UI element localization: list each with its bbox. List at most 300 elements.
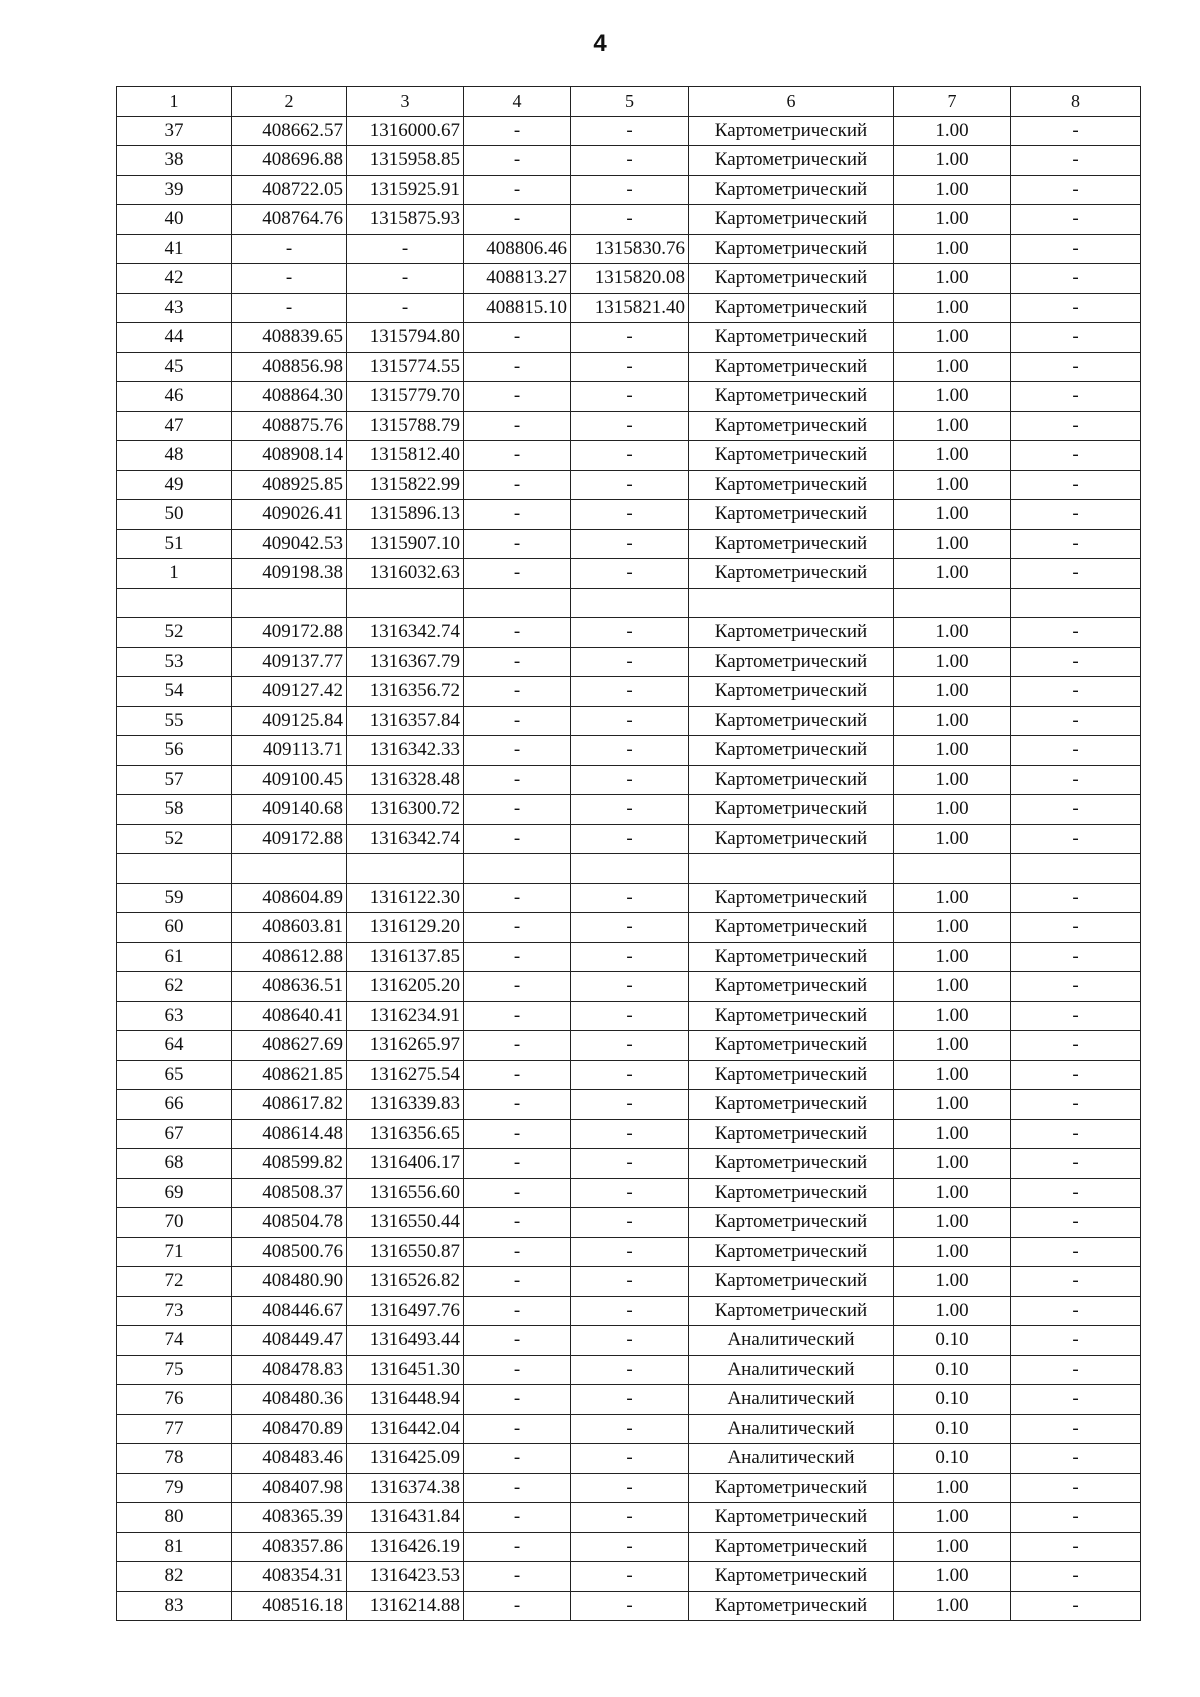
table-cell: 1316550.87 xyxy=(347,1237,464,1267)
table-cell: - xyxy=(1011,1562,1141,1592)
table-cell: 54 xyxy=(117,677,232,707)
table-cell: - xyxy=(464,706,571,736)
table-row xyxy=(117,323,1141,353)
table-row xyxy=(117,1208,1141,1238)
table-cell: 65 xyxy=(117,1060,232,1090)
table-cell: 408470.89 xyxy=(232,1414,347,1444)
table-cell: - xyxy=(571,1532,689,1562)
table-cell: Картометрический xyxy=(689,1267,894,1297)
table-cell: 1316556.60 xyxy=(347,1178,464,1208)
table-cell: 409026.41 xyxy=(232,500,347,530)
table-cell: 77 xyxy=(117,1414,232,1444)
table-cell: Картометрический xyxy=(689,824,894,854)
table-cell: - xyxy=(464,411,571,441)
table-cell: 1.00 xyxy=(894,411,1011,441)
table-cell: Картометрический xyxy=(689,942,894,972)
table-cell: - xyxy=(1011,116,1141,146)
table-cell: 1316374.38 xyxy=(347,1473,464,1503)
table-cell: 1.00 xyxy=(894,1591,1011,1621)
table-row xyxy=(117,1031,1141,1061)
table-row xyxy=(117,1503,1141,1533)
table-cell: 408617.82 xyxy=(232,1090,347,1120)
table-row xyxy=(117,706,1141,736)
table-cell: 409042.53 xyxy=(232,529,347,559)
table-cell: Картометрический xyxy=(689,470,894,500)
table-cell: - xyxy=(571,529,689,559)
table-cell: 408478.83 xyxy=(232,1355,347,1385)
table-row xyxy=(117,382,1141,412)
table-cell: - xyxy=(1011,382,1141,412)
table-cell: - xyxy=(1011,1473,1141,1503)
table-cell: - xyxy=(464,913,571,943)
table-cell: - xyxy=(571,146,689,176)
table-cell: 1.00 xyxy=(894,765,1011,795)
table-cell: 1.00 xyxy=(894,1532,1011,1562)
table-cell: - xyxy=(464,1326,571,1356)
table-cell: 408875.76 xyxy=(232,411,347,441)
table-cell: 408627.69 xyxy=(232,1031,347,1061)
table-cell: - xyxy=(571,1060,689,1090)
table-cell: - xyxy=(1011,1296,1141,1326)
table-cell: 1316448.94 xyxy=(347,1385,464,1415)
table-cell: 408614.48 xyxy=(232,1119,347,1149)
table-cell: - xyxy=(1011,146,1141,176)
table-cell: 1316550.44 xyxy=(347,1208,464,1238)
table-cell: - xyxy=(464,529,571,559)
table-cell: - xyxy=(571,1385,689,1415)
table-cell: Картометрический xyxy=(689,765,894,795)
table-row xyxy=(117,736,1141,766)
table-cell: - xyxy=(464,175,571,205)
table-cell: 52 xyxy=(117,824,232,854)
table-cell: - xyxy=(1011,736,1141,766)
table-cell: - xyxy=(571,205,689,235)
table-cell: - xyxy=(464,1060,571,1090)
table-cell: 1316300.72 xyxy=(347,795,464,825)
table-cell: Картометрический xyxy=(689,352,894,382)
table-row xyxy=(117,1119,1141,1149)
table-cell: Картометрический xyxy=(689,1532,894,1562)
table-cell: - xyxy=(1011,205,1141,235)
table-cell: 50 xyxy=(117,500,232,530)
table-cell: 40 xyxy=(117,205,232,235)
table-cell: - xyxy=(464,765,571,795)
table-cell: 1.00 xyxy=(894,205,1011,235)
table-cell: - xyxy=(464,500,571,530)
table-row xyxy=(117,411,1141,441)
table-cell: - xyxy=(464,647,571,677)
table-cell: - xyxy=(1011,1326,1141,1356)
table-cell: Картометрический xyxy=(689,972,894,1002)
table-row xyxy=(117,500,1141,530)
table-cell: Картометрический xyxy=(689,1119,894,1149)
table-cell: Картометрический xyxy=(689,795,894,825)
table-cell: - xyxy=(571,1503,689,1533)
table-cell: 1.00 xyxy=(894,913,1011,943)
table-cell: - xyxy=(1011,972,1141,1002)
table-cell: Картометрический xyxy=(689,1503,894,1533)
table-cell: 409172.88 xyxy=(232,824,347,854)
table-cell: 1.00 xyxy=(894,883,1011,913)
table-cell: Картометрический xyxy=(689,559,894,589)
table-cell: 1316423.53 xyxy=(347,1562,464,1592)
table-cell: - xyxy=(464,1031,571,1061)
table-cell: 1315821.40 xyxy=(571,293,689,323)
table-cell: 57 xyxy=(117,765,232,795)
table-row xyxy=(117,677,1141,707)
table-row xyxy=(117,854,1141,884)
table-cell: 73 xyxy=(117,1296,232,1326)
table-cell: 1.00 xyxy=(894,1503,1011,1533)
table-cell xyxy=(689,588,894,618)
table-cell: - xyxy=(1011,1503,1141,1533)
table-cell: - xyxy=(464,559,571,589)
table-cell: - xyxy=(571,559,689,589)
table-cell: - xyxy=(464,1503,571,1533)
table-row xyxy=(117,1149,1141,1179)
table-cell: 1315958.85 xyxy=(347,146,464,176)
table-cell: - xyxy=(571,1591,689,1621)
table-cell xyxy=(1011,588,1141,618)
table-cell: Картометрический xyxy=(689,382,894,412)
table-cell: - xyxy=(1011,913,1141,943)
table-cell: 1.00 xyxy=(894,1237,1011,1267)
table-cell: 1315875.93 xyxy=(347,205,464,235)
table-cell: - xyxy=(571,1149,689,1179)
table-cell: - xyxy=(1011,441,1141,471)
table-cell: - xyxy=(571,441,689,471)
table-cell: 1316426.19 xyxy=(347,1532,464,1562)
table-cell: 56 xyxy=(117,736,232,766)
table-cell: - xyxy=(571,411,689,441)
table-cell: - xyxy=(464,205,571,235)
table-row xyxy=(117,1562,1141,1592)
table-cell: 1.00 xyxy=(894,1060,1011,1090)
table-cell: 49 xyxy=(117,470,232,500)
table-cell: 408864.30 xyxy=(232,382,347,412)
table-row xyxy=(117,441,1141,471)
table-cell: Картометрический xyxy=(689,205,894,235)
table-cell: 408640.41 xyxy=(232,1001,347,1031)
table-cell: - xyxy=(1011,323,1141,353)
table-cell: 74 xyxy=(117,1326,232,1356)
table-cell: 1316000.67 xyxy=(347,116,464,146)
table-cell: - xyxy=(1011,618,1141,648)
header-cell: 3 xyxy=(347,87,464,117)
table-cell: - xyxy=(464,1267,571,1297)
table-cell: Картометрический xyxy=(689,1562,894,1592)
table-cell: 1.00 xyxy=(894,175,1011,205)
table-cell: - xyxy=(571,323,689,353)
table-body xyxy=(117,116,1141,1621)
table-cell: - xyxy=(571,116,689,146)
table-cell: 1 xyxy=(117,559,232,589)
table-cell: 408612.88 xyxy=(232,942,347,972)
table-cell: 408357.86 xyxy=(232,1532,347,1562)
table-row xyxy=(117,942,1141,972)
table-cell: - xyxy=(232,264,347,294)
table-cell: - xyxy=(571,1090,689,1120)
table-cell: 1.00 xyxy=(894,293,1011,323)
table-cell: 58 xyxy=(117,795,232,825)
table-cell: 408764.76 xyxy=(232,205,347,235)
table-cell: 1.00 xyxy=(894,1208,1011,1238)
table-cell: - xyxy=(1011,1444,1141,1474)
table-cell: 0.10 xyxy=(894,1444,1011,1474)
table-cell: - xyxy=(464,1296,571,1326)
table-cell: 55 xyxy=(117,706,232,736)
table-cell: 408508.37 xyxy=(232,1178,347,1208)
table-cell: 42 xyxy=(117,264,232,294)
table-cell: Картометрический xyxy=(689,736,894,766)
table-cell: - xyxy=(571,736,689,766)
table-cell: - xyxy=(1011,1385,1141,1415)
table-cell: 408449.47 xyxy=(232,1326,347,1356)
table-cell: - xyxy=(571,1031,689,1061)
table-cell xyxy=(464,854,571,884)
table-cell: - xyxy=(1011,175,1141,205)
table-cell: 1316339.83 xyxy=(347,1090,464,1120)
table-cell: 1315896.13 xyxy=(347,500,464,530)
table-cell: 61 xyxy=(117,942,232,972)
table-cell: Аналитический xyxy=(689,1385,894,1415)
table-cell: 68 xyxy=(117,1149,232,1179)
table-cell: Картометрический xyxy=(689,1296,894,1326)
table-cell: 76 xyxy=(117,1385,232,1415)
table-cell: - xyxy=(464,323,571,353)
table-row xyxy=(117,116,1141,146)
table-cell: - xyxy=(571,677,689,707)
table-cell: - xyxy=(464,146,571,176)
table-cell: - xyxy=(1011,234,1141,264)
table-cell: - xyxy=(1011,706,1141,736)
table-cell: 0.10 xyxy=(894,1414,1011,1444)
table-cell: 51 xyxy=(117,529,232,559)
table-row xyxy=(117,529,1141,559)
table-cell: Картометрический xyxy=(689,913,894,943)
table-cell: 1315907.10 xyxy=(347,529,464,559)
table-cell: 408806.46 xyxy=(464,234,571,264)
table-cell: - xyxy=(1011,1001,1141,1031)
table-cell: 409198.38 xyxy=(232,559,347,589)
table-cell: - xyxy=(1011,942,1141,972)
table-cell: 408483.46 xyxy=(232,1444,347,1474)
table-cell: Картометрический xyxy=(689,234,894,264)
table-cell: Картометрический xyxy=(689,1031,894,1061)
table-cell: - xyxy=(1011,559,1141,589)
table-cell: 1316275.54 xyxy=(347,1060,464,1090)
table-cell: 1.00 xyxy=(894,824,1011,854)
table-cell: 1316367.79 xyxy=(347,647,464,677)
table-cell: 1316497.76 xyxy=(347,1296,464,1326)
table-cell: 1316137.85 xyxy=(347,942,464,972)
table-cell: - xyxy=(1011,1060,1141,1090)
table-cell: - xyxy=(464,972,571,1002)
table-cell: - xyxy=(571,765,689,795)
table-cell: 409127.42 xyxy=(232,677,347,707)
table-cell: 0.10 xyxy=(894,1385,1011,1415)
table-cell: - xyxy=(347,264,464,294)
table-cell: 1316234.91 xyxy=(347,1001,464,1031)
table-cell xyxy=(464,588,571,618)
table-cell: - xyxy=(464,116,571,146)
header-cell: 6 xyxy=(689,87,894,117)
table-cell: - xyxy=(1011,1119,1141,1149)
table-cell xyxy=(347,588,464,618)
header-cell: 8 xyxy=(1011,87,1141,117)
table-cell: 1.00 xyxy=(894,677,1011,707)
table-cell: 1316425.09 xyxy=(347,1444,464,1474)
table-cell: - xyxy=(571,352,689,382)
table-cell: - xyxy=(571,500,689,530)
table-cell xyxy=(1011,854,1141,884)
table-row xyxy=(117,234,1141,264)
table-cell: 1316032.63 xyxy=(347,559,464,589)
table-cell: - xyxy=(571,913,689,943)
table-cell: 1315812.40 xyxy=(347,441,464,471)
table-cell xyxy=(232,854,347,884)
table-cell: - xyxy=(1011,411,1141,441)
table-cell: - xyxy=(1011,529,1141,559)
table-cell: - xyxy=(571,1473,689,1503)
table-cell: 1.00 xyxy=(894,1267,1011,1297)
table-row xyxy=(117,1090,1141,1120)
table-cell: - xyxy=(232,234,347,264)
table-cell: 408480.90 xyxy=(232,1267,347,1297)
table-cell: - xyxy=(571,824,689,854)
table-cell: - xyxy=(464,795,571,825)
table-cell: - xyxy=(464,1473,571,1503)
table-cell: - xyxy=(571,972,689,1002)
table-cell: 83 xyxy=(117,1591,232,1621)
table-cell: 408354.31 xyxy=(232,1562,347,1592)
table-cell: - xyxy=(1011,883,1141,913)
table-cell: 1.00 xyxy=(894,1001,1011,1031)
table-cell: 408407.98 xyxy=(232,1473,347,1503)
table-cell: 75 xyxy=(117,1355,232,1385)
table-cell: Картометрический xyxy=(689,1208,894,1238)
table-row xyxy=(117,470,1141,500)
table-row xyxy=(117,146,1141,176)
table-cell: - xyxy=(571,1208,689,1238)
table-cell: - xyxy=(571,1237,689,1267)
table-cell: 1316356.65 xyxy=(347,1119,464,1149)
table-cell: 43 xyxy=(117,293,232,323)
table-cell: Картометрический xyxy=(689,677,894,707)
table-cell: 53 xyxy=(117,647,232,677)
table-cell: 37 xyxy=(117,116,232,146)
table-cell: 1.00 xyxy=(894,352,1011,382)
table-cell: 408504.78 xyxy=(232,1208,347,1238)
table-cell: 408839.65 xyxy=(232,323,347,353)
table-cell: - xyxy=(464,677,571,707)
table-cell: Картометрический xyxy=(689,116,894,146)
table-cell: 38 xyxy=(117,146,232,176)
table-cell: Картометрический xyxy=(689,1237,894,1267)
table-cell: 39 xyxy=(117,175,232,205)
table-cell: Картометрический xyxy=(689,441,894,471)
table-cell: 52 xyxy=(117,618,232,648)
table-row xyxy=(117,1178,1141,1208)
table-row xyxy=(117,588,1141,618)
table-cell: 408365.39 xyxy=(232,1503,347,1533)
table-cell: 1316526.82 xyxy=(347,1267,464,1297)
table-cell: 1.00 xyxy=(894,116,1011,146)
table-cell: - xyxy=(347,293,464,323)
table-cell: - xyxy=(1011,470,1141,500)
table-row xyxy=(117,1267,1141,1297)
table-cell: - xyxy=(1011,1208,1141,1238)
table-cell: Картометрический xyxy=(689,175,894,205)
table-cell: 409172.88 xyxy=(232,618,347,648)
table-cell: 408662.57 xyxy=(232,116,347,146)
table-cell: - xyxy=(571,1355,689,1385)
table-cell: 1.00 xyxy=(894,706,1011,736)
table-cell: 1.00 xyxy=(894,234,1011,264)
table-row xyxy=(117,972,1141,1002)
table-cell: 1.00 xyxy=(894,736,1011,766)
table-cell: 1316406.17 xyxy=(347,1149,464,1179)
table-cell: Аналитический xyxy=(689,1414,894,1444)
table-cell: 62 xyxy=(117,972,232,1002)
table-cell: 46 xyxy=(117,382,232,412)
table-cell: - xyxy=(571,1562,689,1592)
table-cell: 408621.85 xyxy=(232,1060,347,1090)
table-cell: - xyxy=(571,1119,689,1149)
table-cell: - xyxy=(464,1149,571,1179)
table-cell: - xyxy=(571,1178,689,1208)
table-cell: 1316356.72 xyxy=(347,677,464,707)
table-cell: Картометрический xyxy=(689,500,894,530)
table-cell: - xyxy=(571,1444,689,1474)
table-cell: - xyxy=(1011,1090,1141,1120)
table-cell: - xyxy=(571,883,689,913)
table-cell: 1.00 xyxy=(894,972,1011,1002)
table-cell: 409100.45 xyxy=(232,765,347,795)
table-cell: Картометрический xyxy=(689,1473,894,1503)
table-cell: - xyxy=(464,942,571,972)
table-cell: 1.00 xyxy=(894,559,1011,589)
table-cell: - xyxy=(464,618,571,648)
table-cell: - xyxy=(464,1414,571,1444)
table-cell: 1.00 xyxy=(894,1296,1011,1326)
table-cell xyxy=(571,588,689,618)
table-row xyxy=(117,1473,1141,1503)
table-cell: 82 xyxy=(117,1562,232,1592)
table-cell: 1315788.79 xyxy=(347,411,464,441)
table-cell: 72 xyxy=(117,1267,232,1297)
table-cell: - xyxy=(571,175,689,205)
table-cell: 63 xyxy=(117,1001,232,1031)
table-cell: 1.00 xyxy=(894,146,1011,176)
table-row xyxy=(117,795,1141,825)
table-cell: - xyxy=(464,441,571,471)
table-row xyxy=(117,1296,1141,1326)
table-cell: 48 xyxy=(117,441,232,471)
table-cell: Картометрический xyxy=(689,146,894,176)
table-cell: - xyxy=(1011,1355,1141,1385)
header-cell: 2 xyxy=(232,87,347,117)
table-row xyxy=(117,293,1141,323)
table-cell: 409140.68 xyxy=(232,795,347,825)
table-cell: - xyxy=(1011,1591,1141,1621)
table-cell: - xyxy=(571,1296,689,1326)
table-cell: Картометрический xyxy=(689,883,894,913)
table-cell: - xyxy=(1011,795,1141,825)
table-cell: Картометрический xyxy=(689,323,894,353)
table-cell: - xyxy=(464,1385,571,1415)
table-cell: 408696.88 xyxy=(232,146,347,176)
